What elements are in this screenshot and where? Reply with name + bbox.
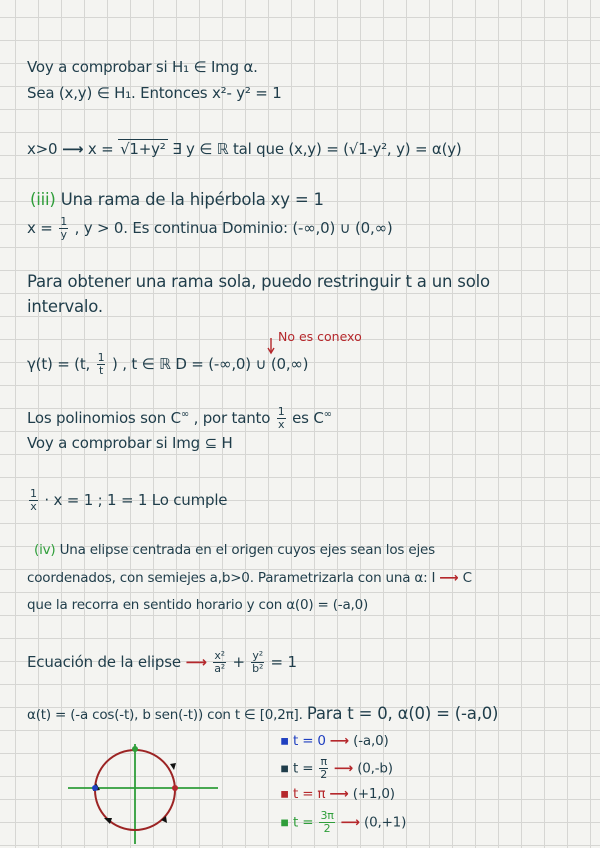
- arrow-right-icon: ⟶: [329, 786, 349, 802]
- arrow-right-icon: ⟶: [185, 653, 207, 671]
- arrow-right-icon: ⟶: [333, 760, 354, 777]
- arrow-right-icon: ⟶: [329, 733, 350, 749]
- denominator: x: [30, 500, 37, 513]
- fraction: [277, 406, 286, 431]
- line-ecuacion-elipse: [27, 650, 297, 675]
- plus-sign: +: [232, 653, 245, 671]
- text: γ(t) = (t,: [27, 355, 91, 373]
- line-iii-header: [30, 190, 324, 209]
- text: x =: [27, 219, 53, 237]
- fraction: [319, 810, 334, 835]
- text: , por tanto: [193, 409, 271, 427]
- line-para-obtener: [27, 272, 490, 291]
- line-sea: [27, 84, 282, 102]
- text: ∃ y ∈ ℝ tal que (x,y) = (√1-y², y) = α(y): [172, 140, 462, 158]
- text: Una elipse centrada en el origen cuyos ejes sean los ejes: [59, 542, 435, 558]
- line-lo-cumple: [27, 488, 227, 513]
- line-coordenados: [27, 570, 472, 586]
- text: (0,+1): [364, 814, 407, 831]
- text: Voy a comprobar si H₁ ∈ Img α.: [27, 58, 258, 76]
- section-label: (iii): [30, 190, 56, 209]
- denominator: 2: [320, 768, 328, 781]
- fraction: [319, 756, 327, 781]
- text: Ecuación de la elipse: [27, 653, 181, 671]
- arrow-right-icon: ⟶: [340, 814, 360, 831]
- line-polinomios: [27, 406, 332, 431]
- text: (-a,0): [353, 733, 389, 749]
- fraction: [251, 650, 264, 675]
- bullet-icon: ▪: [280, 733, 289, 749]
- list-item: [280, 733, 389, 749]
- denominator: t: [99, 364, 104, 377]
- text: x =: [87, 140, 114, 158]
- line-x-equals-1-over-y: [27, 216, 393, 241]
- text: Para t = 0, α(0) = (-a,0): [306, 704, 499, 723]
- denominator: y: [60, 228, 67, 241]
- numerator: 1: [277, 405, 285, 418]
- text: t = 0: [293, 733, 326, 749]
- text: ) , t ∈ ℝ D = (-∞,0) ∪ (0,∞): [112, 355, 309, 373]
- direction-arrow-icon: [104, 818, 112, 824]
- denominator: b²: [252, 662, 264, 675]
- section-label: (iv): [34, 542, 56, 558]
- line-intervalo: [27, 297, 103, 316]
- arrow-right-icon: ⟶: [439, 570, 459, 586]
- line-x-positive: [27, 140, 462, 158]
- sqrt-expression: √1+y²: [120, 140, 166, 158]
- text: Los polinomios son C: [27, 409, 181, 427]
- line-sentido-horario: [27, 597, 368, 613]
- line-check-h1: [27, 58, 258, 76]
- fraction: [97, 352, 106, 377]
- text: t =: [293, 814, 314, 831]
- text: , y > 0. Es continua Dominio: (-∞,0) ∪ (0,∞): [74, 219, 393, 237]
- text: α(t) = (-a cos(-t), b sen(-t)) con t ∈ [0,2π].: [27, 707, 303, 723]
- text: t = π: [293, 786, 326, 802]
- point-t3pi2: [132, 746, 138, 752]
- denominator: x: [278, 418, 285, 431]
- bullet-icon: ▪: [280, 760, 289, 777]
- text: C: [462, 570, 472, 586]
- list-item: [280, 756, 393, 781]
- point-t0: [92, 785, 98, 791]
- line-alpha-param: [27, 704, 498, 723]
- line-check-img: [27, 434, 233, 452]
- text: Una rama de la hipérbola xy = 1: [60, 190, 324, 209]
- list-item: [280, 786, 395, 802]
- arrow-right-icon: ⟶: [61, 140, 84, 158]
- text: (0,-b): [357, 760, 393, 777]
- text: Voy a comprobar si Img ⊆ H: [27, 434, 233, 452]
- numerator: 1: [30, 487, 37, 500]
- text: x>0: [27, 140, 58, 158]
- point-tpi: [172, 785, 178, 791]
- direction-arrow-icon: [170, 763, 176, 770]
- text: (+1,0): [352, 786, 395, 802]
- superscript: ∞: [180, 409, 189, 420]
- line-iv-header: [34, 542, 435, 558]
- denominator: 2: [323, 822, 331, 835]
- text: que la recorra en sentido horario y con α(0) = (-a,0): [27, 597, 369, 613]
- text: intervalo.: [27, 297, 103, 316]
- text: es C: [292, 409, 324, 427]
- numerator: y²: [252, 649, 263, 662]
- list-item: [280, 810, 406, 835]
- numerator: 3π: [320, 809, 334, 822]
- numerator: 1: [97, 351, 105, 364]
- text: No es conexo: [278, 329, 362, 344]
- fraction: [29, 488, 38, 513]
- bullet-icon: ▪: [280, 786, 289, 802]
- fraction: [59, 216, 68, 241]
- superscript: ∞: [323, 409, 332, 420]
- annotation-no-es-conexo: [278, 329, 362, 344]
- fraction: [213, 650, 226, 675]
- numerator: 1: [60, 215, 68, 228]
- text: coordenados, con semiejes a,b>0. Parametrizarla con una α: I: [27, 570, 436, 586]
- numerator: π: [320, 755, 327, 768]
- bullet-icon: ▪: [280, 814, 289, 831]
- line-gamma: [27, 352, 308, 377]
- text: · x = 1 ; 1 = 1 Lo cumple: [44, 491, 228, 509]
- text: = 1: [270, 653, 297, 671]
- denominator: a²: [214, 662, 225, 675]
- text: Sea (x,y) ∈ H₁. Entonces x²- y² = 1: [27, 84, 282, 102]
- text: t =: [293, 760, 314, 777]
- numerator: x²: [214, 649, 225, 662]
- text: Para obtener una rama sola, puedo restringuir t a un solo: [27, 272, 490, 291]
- ellipse-diagram: [66, 738, 236, 848]
